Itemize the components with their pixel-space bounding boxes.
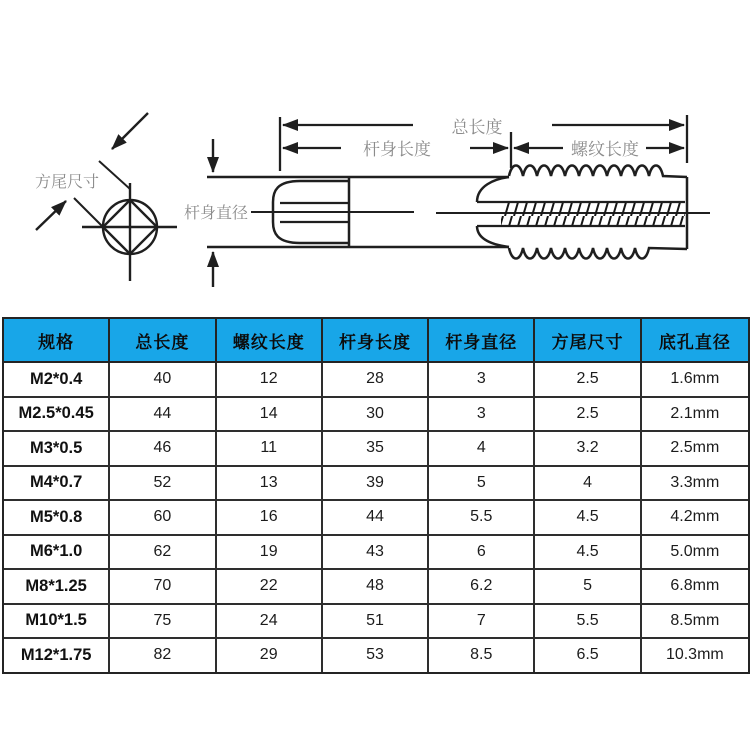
- value-cell: 11: [217, 432, 323, 465]
- column-header-5: 杆身直径: [429, 319, 535, 361]
- column-header-2: 总长度: [110, 319, 216, 361]
- value-cell: 3.3mm: [670, 473, 720, 491]
- value-cell: 29: [217, 639, 323, 672]
- value-cell: 4: [535, 467, 641, 500]
- value-cell: 40: [110, 363, 216, 396]
- spec-cell: M10*1.5: [4, 605, 110, 638]
- value-cell: 2.5mm: [670, 439, 720, 457]
- value-cell: 28: [323, 363, 429, 396]
- value-cell: 75: [110, 605, 216, 638]
- tap-dimension-diagram: [0, 0, 750, 312]
- value-cell: 5: [535, 570, 641, 603]
- column-header-4: 杆身长度: [323, 319, 429, 361]
- value-cell: 52: [110, 467, 216, 500]
- value-cell: 30: [323, 398, 429, 431]
- shank-diameter-label: 杆身直径: [183, 205, 249, 222]
- value-cell: 10.3mm: [665, 646, 724, 664]
- value-cell: 46: [110, 432, 216, 465]
- value-cell: 14: [217, 398, 323, 431]
- spec-cell: M3*0.5: [4, 432, 110, 465]
- tail-arrow-upper: [112, 113, 148, 149]
- spec-cell: M8*1.25: [4, 570, 110, 603]
- value-cell: 3: [429, 398, 535, 431]
- value-cell: 60: [110, 501, 216, 534]
- table-body: [4, 363, 748, 672]
- value-cell: 5.5: [429, 501, 535, 534]
- value-cell: 70: [110, 570, 216, 603]
- value-cell: 3.2: [535, 432, 641, 465]
- value-cell: 19: [217, 536, 323, 569]
- value-cell: 3: [429, 363, 535, 396]
- table-row: [4, 432, 748, 467]
- square-tail-section-view: [36, 113, 177, 281]
- value-cell: 82: [110, 639, 216, 672]
- spec-cell: M5*0.8: [4, 501, 110, 534]
- value-cell: 4: [429, 432, 535, 465]
- value-cell: 48: [323, 570, 429, 603]
- column-header-7: 底孔直径: [658, 332, 731, 352]
- value-cell: 7: [429, 605, 535, 638]
- column-header-1: 规格: [4, 319, 110, 361]
- spec-cell: M2*0.4: [4, 363, 110, 396]
- value-cell: 2.5: [535, 398, 641, 431]
- shank-length-label: 杆身长度: [363, 140, 431, 159]
- spec-table: [2, 317, 750, 674]
- value-cell: 4.5: [535, 536, 641, 569]
- column-header-6: 方尾尺寸: [535, 319, 641, 361]
- table-header-row: [4, 319, 748, 363]
- tail-witness-upper: [99, 161, 130, 189]
- table-row: [4, 467, 748, 502]
- value-cell: 5.5: [535, 605, 641, 638]
- value-cell: 4.2mm: [670, 508, 720, 526]
- spec-cell: M2.5*0.45: [4, 398, 110, 431]
- table-row: [4, 398, 748, 433]
- table-row: [4, 501, 748, 536]
- value-cell: 44: [110, 398, 216, 431]
- value-cell: 6.8mm: [670, 577, 720, 595]
- table-row: [4, 570, 748, 605]
- thread-crest-top: [509, 166, 687, 178]
- value-cell: 53: [323, 639, 429, 672]
- total-length-label: 总长度: [451, 118, 503, 137]
- value-cell: 1.6mm: [670, 370, 720, 388]
- tail-witness-lower: [74, 198, 102, 226]
- value-cell: 6.5: [535, 639, 641, 672]
- value-cell: 24: [217, 605, 323, 638]
- value-cell: 62: [110, 536, 216, 569]
- table-row: [4, 363, 748, 398]
- value-cell: 8.5mm: [670, 611, 720, 629]
- value-cell: 2.5: [535, 363, 641, 396]
- column-header-3: 螺纹长度: [217, 319, 323, 361]
- value-cell: 2.1mm: [670, 404, 720, 422]
- value-cell: 16: [217, 501, 323, 534]
- value-cell: 51: [323, 605, 429, 638]
- table-row: [4, 639, 748, 672]
- thread-crest-bottom: [509, 248, 687, 259]
- thread-runout-top: [477, 177, 509, 202]
- value-cell: 39: [323, 467, 429, 500]
- tail-arrow-lower: [36, 201, 66, 230]
- spec-cell: M6*1.0: [4, 536, 110, 569]
- spec-cell: M4*0.7: [4, 467, 110, 500]
- value-cell: 8.5: [429, 639, 535, 672]
- table-row: [4, 536, 748, 571]
- thread-runout-bottom: [477, 226, 509, 247]
- value-cell: 5.0mm: [670, 542, 720, 560]
- value-cell: 6.2: [429, 570, 535, 603]
- value-cell: 6: [429, 536, 535, 569]
- tap-side-view: [207, 166, 710, 259]
- value-cell: 5: [429, 467, 535, 500]
- value-cell: 43: [323, 536, 429, 569]
- spec-cell: M12*1.75: [4, 639, 110, 672]
- value-cell: 12: [217, 363, 323, 396]
- value-cell: 44: [323, 501, 429, 534]
- table-row: [4, 605, 748, 640]
- value-cell: 4.5: [535, 501, 641, 534]
- value-cell: 22: [217, 570, 323, 603]
- thread-length-label: 螺纹长度: [571, 140, 639, 159]
- value-cell: 35: [323, 432, 429, 465]
- value-cell: 13: [217, 467, 323, 500]
- square-tail-label: 方尾尺寸: [34, 174, 100, 191]
- thread-hatch-band: [501, 203, 685, 226]
